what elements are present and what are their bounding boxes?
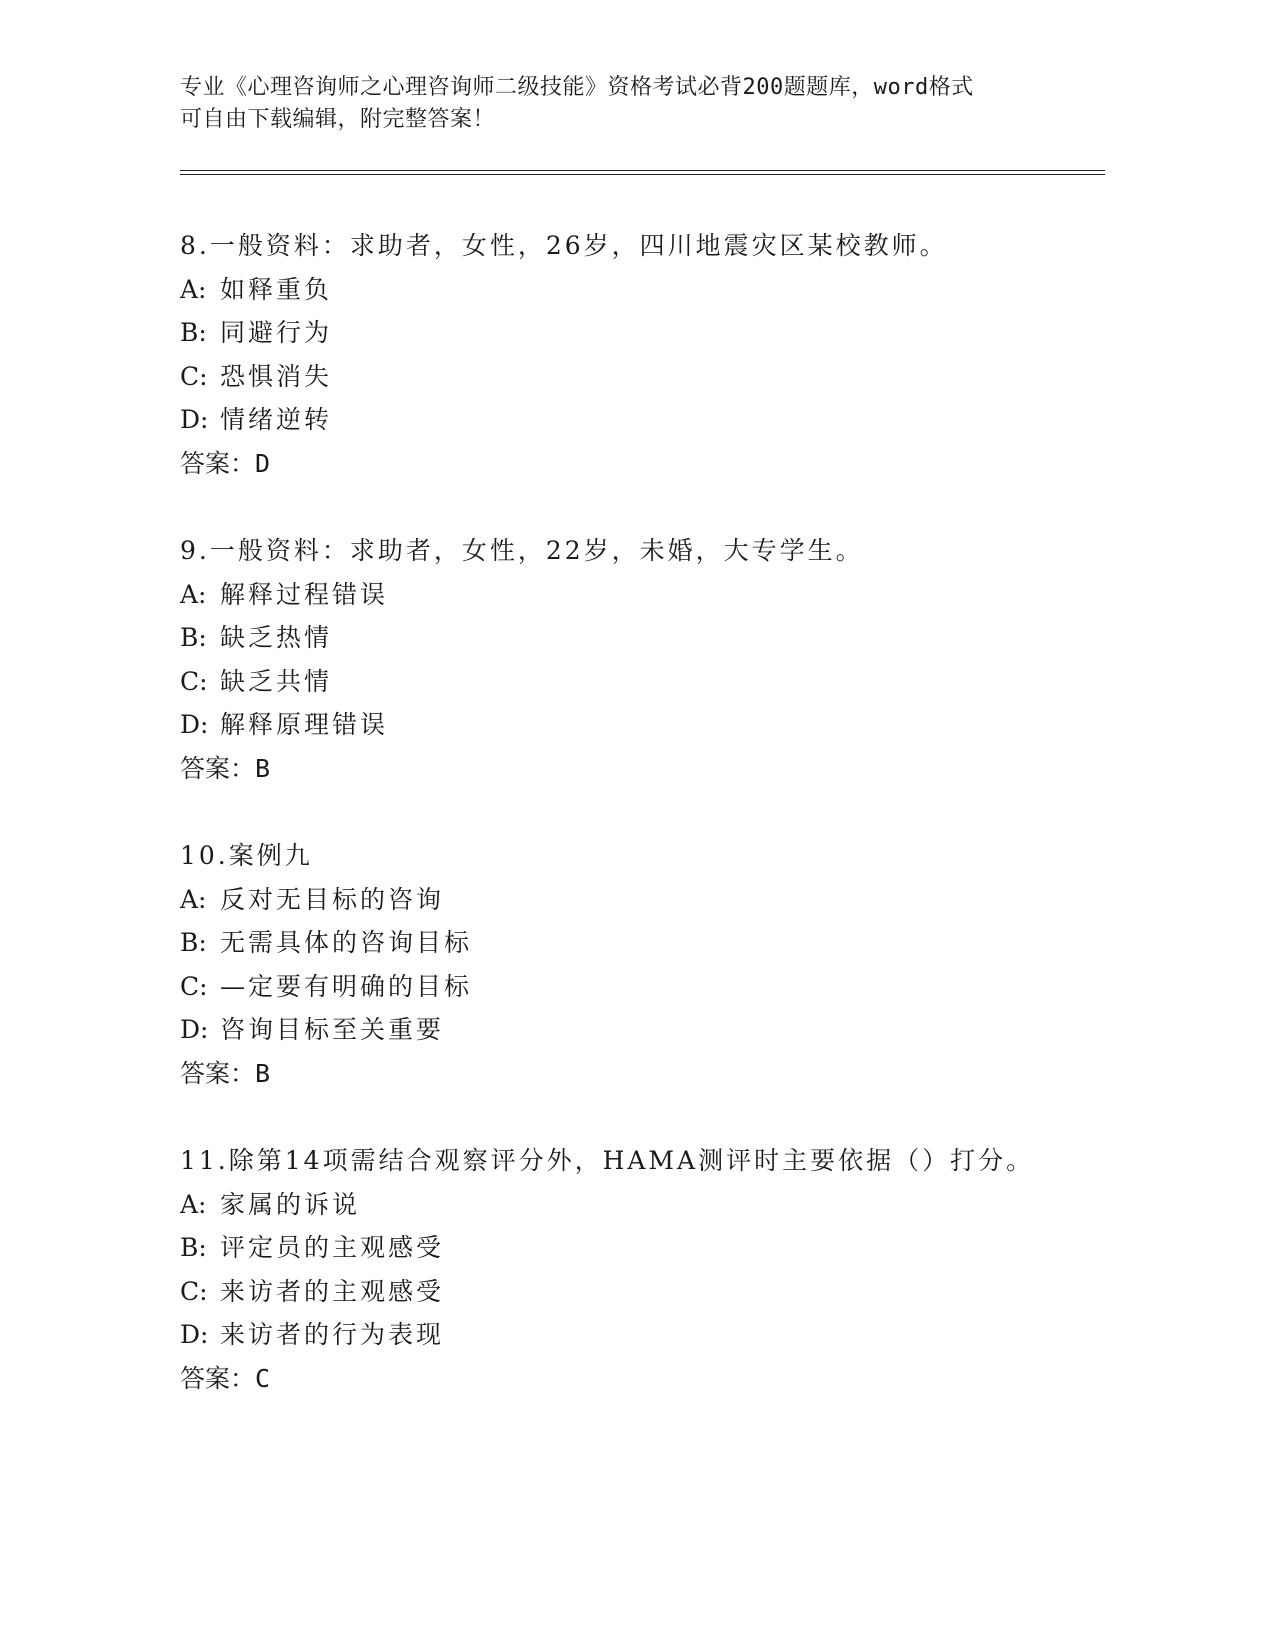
option-text: 无需具体的咨询目标 [220,928,473,958]
answer-value: B [255,753,271,783]
option-letter: D: [180,710,209,740]
option-text: 缺乏共情 [220,666,333,696]
option-text: 同避行为 [220,318,333,348]
option-text: 恐惧消失 [220,361,333,391]
option-text: 解释过程错误 [220,579,389,609]
option-text: 来访者的行为表现 [220,1320,445,1350]
question-8 [180,224,1180,486]
answer-line [180,442,1180,486]
answer-label: 答案： [180,448,256,478]
option-c [180,355,1180,399]
document-header [180,72,1080,136]
option-letter: D: [180,405,209,435]
option-c [180,1270,1180,1314]
answer-label: 答案： [180,753,256,783]
option-a [180,573,1180,617]
option-text: 情绪逆转 [220,405,333,435]
answer-line [180,747,1180,791]
answer-label: 答案： [180,1363,256,1393]
option-text: 家属的诉说 [220,1189,361,1219]
option-b [180,921,1180,965]
option-letter: A: [180,1189,207,1219]
question-stem: 8.一般资料：求助者，女性，26岁，四川地震灾区某校教师。 [180,231,948,260]
header-title-line-1: 专业《心理咨询师之心理咨询师二级技能》资格考试必背200题题库，word格式 [180,75,974,100]
option-text: 咨询目标至关重要 [220,1015,445,1045]
option-a [180,878,1180,922]
answer-line [180,1052,1180,1096]
question-stem: 10.案例九 [180,841,313,870]
option-text: —定要有明确的目标 [220,971,473,1001]
option-d [180,1313,1180,1357]
option-letter: A: [180,884,207,914]
option-c [180,965,1180,1009]
question-9 [180,529,1180,791]
question-11 [180,1139,1180,1401]
option-text: 解释原理错误 [220,710,389,740]
answer-value: C [255,1363,271,1393]
question-stem: 11.除第14项需结合观察评分外，HAMA测评时主要依据（）打分。 [180,1146,1035,1175]
option-d [180,703,1180,747]
option-letter: B: [180,318,207,348]
option-letter: D: [180,1320,209,1350]
question-stem: 9.一般资料：求助者，女性，22岁，未婚，大专学生。 [180,536,864,565]
option-d [180,1008,1180,1052]
option-letter: C: [180,361,208,391]
answer-line [180,1357,1180,1401]
option-letter: B: [180,928,207,958]
option-text: 反对无目标的咨询 [220,884,445,914]
option-letter: C: [180,971,208,1001]
option-letter: C: [180,1276,208,1306]
option-letter: C: [180,666,208,696]
option-b [180,1226,1180,1270]
option-letter: D: [180,1015,209,1045]
option-letter: A: [180,579,207,609]
option-b [180,616,1180,660]
option-a [180,1183,1180,1227]
question-10 [180,834,1180,1096]
option-text: 评定员的主观感受 [220,1233,445,1263]
header-divider [180,170,1105,175]
option-b [180,311,1180,355]
option-a [180,268,1180,312]
option-c [180,660,1180,704]
answer-value: D [255,448,271,478]
answer-label: 答案： [180,1058,256,1088]
option-letter: B: [180,1233,207,1263]
option-letter: A: [180,274,207,304]
answer-value: B [255,1058,271,1088]
option-d [180,398,1180,442]
option-text: 来访者的主观感受 [220,1276,445,1306]
option-text: 如释重负 [220,274,333,304]
header-title-line-2: 可自由下载编辑，附完整答案！ [180,107,496,132]
option-letter: B: [180,623,207,653]
option-text: 缺乏热情 [220,623,333,653]
